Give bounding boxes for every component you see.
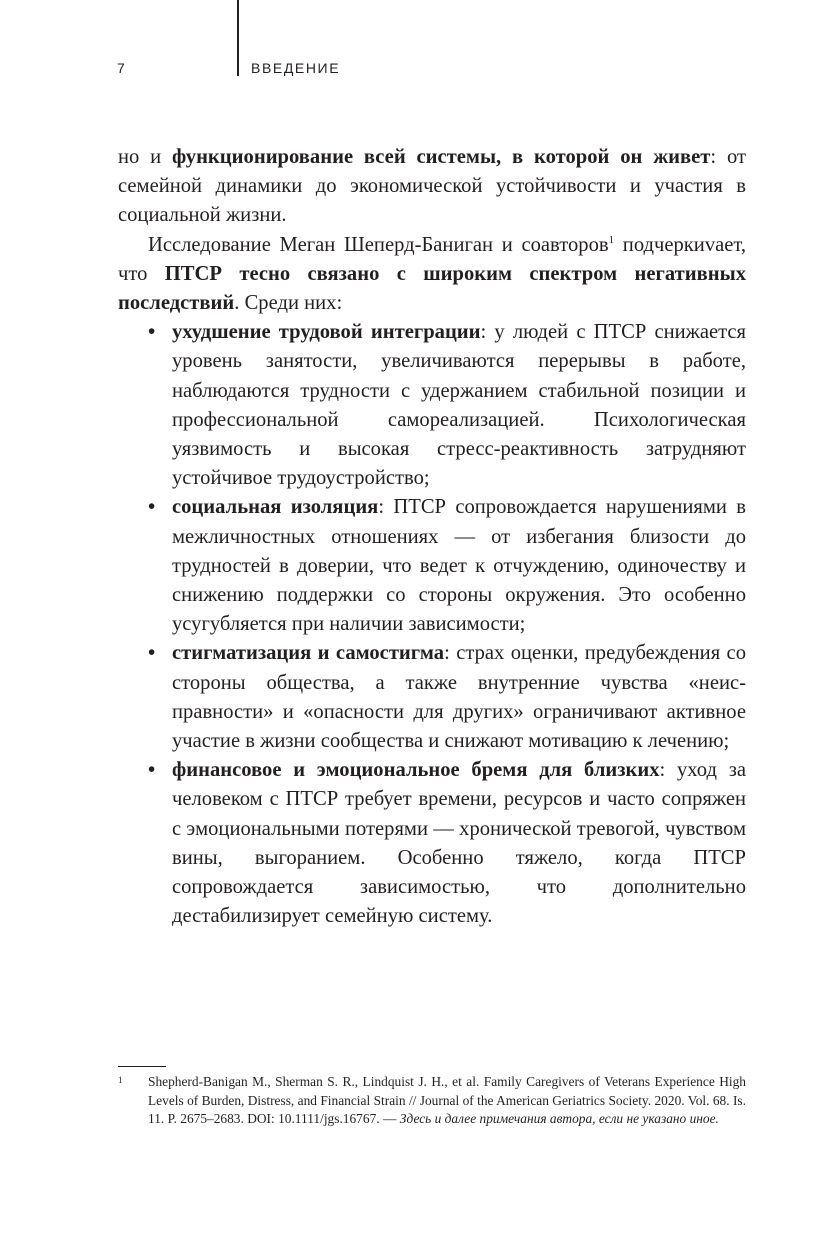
header-divider (237, 0, 239, 76)
footnote-number: 1 (118, 1075, 123, 1085)
paragraph-1-text-1: но и (118, 146, 173, 168)
list-item (118, 756, 746, 931)
list-item (118, 639, 746, 756)
footnote-citation: Shepherd-Banigan M., Sherman S. R., Lindquist J. H., et al. Family Caregivers of Veterans Experience High Levels of Burden, Distress, and Financial Strain // Journal of the American Geriatrics Society. 2020. Vol. 68. Is. 11. P. 2675–2683. DOI: 10.1111/jgs.16767. — (148, 1074, 746, 1127)
paragraph-2-text-2: подчеркиvает, что (118, 233, 746, 285)
list-item-text: : ПТСР сопровождается нарушениями в межличностных отношениях — от избегания близости до трудностей в доверии, что ведет к отчуждению, одиночеству и снижению поддержки со стороны окружения. Это особенно усугубляется при наличии зависимости; (172, 496, 746, 636)
list-item (118, 318, 746, 493)
paragraph-1-text-2: : от семейной динамики до экономической устойчивости и участия в социальной жизни. (118, 146, 746, 227)
paragraph-2-bold: ПТСР тесно связано с широким спектром негативных последствий (118, 262, 747, 315)
bullet-icon: • (148, 759, 156, 782)
list-item-term: стигматизация и самостигма (172, 642, 445, 665)
main-text (118, 143, 746, 931)
list-item-term: финансовое и эмоциональное бремя для близких (172, 759, 660, 782)
paragraph-2-text-3: . Среди них: (234, 292, 343, 315)
list-item-text: : у людей с ПТСР снижается уровень занятости, увеличиваются перерывы в работе, наблюдаются трудности с удержанием стабильной позиции и профессиональной самореализацией. Психологическая уязвимость и высокая стресс-реактивность затрудняют устойчивое трудоустройство; (172, 321, 746, 490)
list-item (118, 493, 746, 639)
paragraph-1 (118, 143, 746, 231)
list-item-term: ухудшение трудовой интеграции (172, 321, 481, 344)
page-number: 7 (117, 60, 126, 76)
list-item-term: социальная изоляция (172, 496, 379, 519)
footnote-note: Здесь и далее примечания автора, если не указано иное. (399, 1111, 719, 1127)
footnote-text (148, 1073, 746, 1129)
bullet-icon: • (148, 321, 156, 344)
bullet-icon: • (148, 496, 156, 519)
footnote (118, 1073, 746, 1129)
paragraph-1-bold: функционирование всей системы, в которой он живет (172, 146, 711, 168)
bullet-icon: • (148, 642, 156, 665)
footnote-reference[interactable]: 1 (608, 233, 615, 246)
running-head: ВВЕДЕНИЕ (251, 60, 341, 76)
list-item-text: : уход за человеком с ПТСР требует времени, ресурсов и часто сопряжен с эмоциональными потерями — хронической тревогой, чувством вины, выгоранием. Особенно тяжело, когда ПТСР сопровождается зависимостью, что дополнительно дестабилизирует семейную систему. (172, 759, 746, 928)
list-item-text: : страх оценки, предубеждения со стороны общества, а также внутренние чувства «неисправности» и «опасности для других» ограничивают активное участие в жизни сообщества и снижают мотивацию к лечению; (172, 642, 746, 753)
consequences-list (118, 318, 746, 931)
paragraph-2 (118, 231, 746, 319)
footnote-divider (118, 1066, 166, 1067)
paragraph-2-text-1: Исследование Меган Шеперд-Баниган и соавторов (148, 233, 609, 256)
